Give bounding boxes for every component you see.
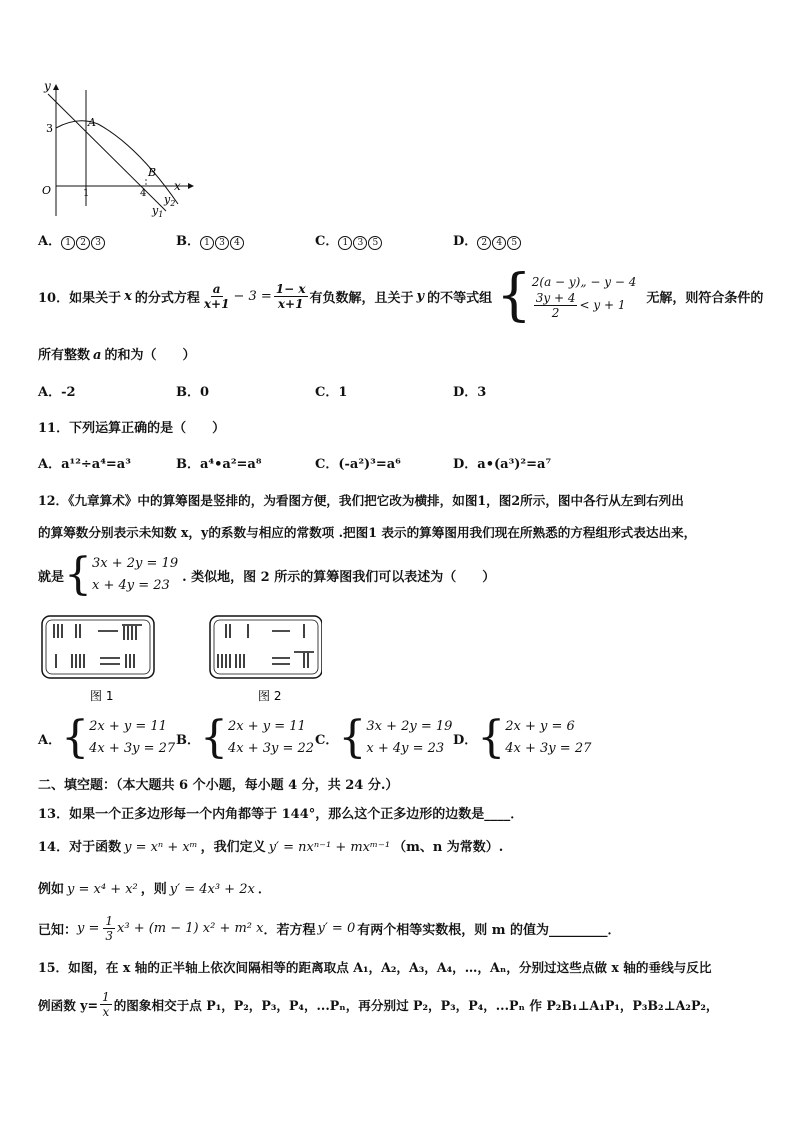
fig2-label: 图 2 [258, 689, 282, 703]
q15-line1: 15．如图，在 x 轴的正半轴上依次间隔相等的距离取点 A₁，A₂，A₃，A₄，…，Aₙ，分别过这些点做 x 轴的垂线与反比 [38, 960, 712, 975]
q9-option-a[interactable]: A． 1 2 3 [38, 230, 106, 250]
q10-option-b[interactable]: B．0 [176, 385, 210, 400]
q12-option-d[interactable]: D． { 2x + y = 6 4x + 3y = 27 [453, 712, 592, 763]
q9-option-b[interactable]: B． 1 3 4 [176, 230, 245, 250]
y2-sub: 2 [170, 199, 176, 208]
q12-option-b[interactable]: B． { 2x + y = 11 4x + 3y = 22 [176, 712, 315, 763]
origin-label: O [42, 184, 52, 197]
q13-stem: 13．如果一个正多边形每一个内角都等于 144°，那么这个正多边形的边数是____． [38, 807, 524, 822]
q11-option-c[interactable]: C．(-a²)³=a⁶ [315, 457, 401, 472]
q15-line2: 例函数 y= $\frac{1}{x}$ 的图象相交于点 P₁，P₂，P₃，P₄，...Pₙ，再分别过 P₂，P₃，P₄，...Pₙ 作 P₂B₁⊥A₁P₁，P₃B₂⊥A₂P₂， [38, 989, 719, 1019]
q10-stem-line2: 所有整数 a 的和为（ ） [38, 348, 196, 363]
q10-option-d[interactable]: D．3 [453, 385, 487, 400]
section2-heading: 二、填空题：（本大题共 6 个小题，每小题 4 分，共 24 分.） [38, 778, 399, 793]
q11-stem: 11．下列运算正确的是（ ） [38, 421, 226, 436]
y1-label: y [152, 204, 159, 217]
q12-option-a[interactable]: A． { 2x + y = 11 4x + 3y = 27 [38, 712, 176, 763]
q10-option-c[interactable]: C．1 [315, 385, 348, 400]
tick-4: 4 [140, 188, 147, 199]
q10-inequality-system: { 2(a − y)„ − y − 4 $\frac{3y + 4}{2}$ < y + 1 [496, 263, 637, 328]
q11-option-a[interactable]: A．a¹²÷a⁴=a³ [38, 457, 131, 472]
q12-example-system: { 3x + 2y = 19 x + 4y = 23 [64, 549, 179, 600]
y2-label: y [164, 193, 171, 206]
counting-rod-figures [38, 612, 322, 708]
q9-option-c[interactable]: C． 1 3 5 [315, 230, 383, 250]
fig1-label: 图 1 [90, 689, 114, 703]
q12-line3: 就是 { 3x + 2y = 19 x + 4y = 23 . 类似地，图 2 所示的算筹图我们可以表述为（ ） [38, 549, 496, 600]
q10-frac2: $\frac{1- x}{x+1}$ [275, 281, 306, 311]
q11-option-d[interactable]: D．a•(a³)²=a⁷ [453, 457, 552, 472]
svg-text:y2 [163, 193, 175, 208]
point-a-label: A [88, 116, 96, 129]
q14-line2: 例如 y = x⁴ + x² ，则 y′ = 4x³ + 2x ． [38, 882, 271, 897]
tick-1: 1 [83, 188, 90, 199]
q12-option-c[interactable]: C． { 3x + 2y = 19 x + 4y = 23 [315, 712, 453, 763]
q14-line1: 14．对于函数 y = xⁿ + xᵐ ，我们定义 y′ = nxⁿ⁻¹ + mxᵐ⁻¹ （m、n 为常数）. [38, 840, 504, 855]
q9-function-graph [38, 76, 198, 221]
x-axis-label: x [174, 179, 181, 193]
q12-line2: 的算筹数分别表示未知数 x，y的系数与相应的常数项 .把图1 表示的算筹图用我们现在所熟悉的方程组形式表达出来， [38, 525, 697, 540]
q9-option-d[interactable]: D． 2 4 5 [453, 230, 522, 250]
y-axis-label: y [44, 79, 51, 93]
q12-line1: 12．《九章算术》中的算筹图是竖排的，为看图方便，我们把它改为横排，如图1，图2所示，图中各行从左到右列出 [38, 493, 684, 508]
tick-3: 3 [46, 122, 53, 135]
y1-sub: 1 [158, 210, 164, 219]
q10-option-a[interactable]: A．-2 [38, 385, 76, 400]
q11-option-b[interactable]: B．a⁴•a²=a⁸ [176, 457, 262, 472]
point-b-label: B [148, 166, 157, 179]
q14-line3: 已知： y = $\frac{1}{3}$ x³ + (m − 1) x² + m² x ．若方程 y′ = 0 有两个相等实数根，则 m 的值为_________． [38, 913, 621, 943]
q10-stem: 10．如果关于 x 的分式方程 $\frac{a}{x+1}$ − 3 = $\frac{1- x}{x+1}$ 有负数解，且关于 y 的不等式组 { 2(a − y)„ − y − 4 $\frac{3y + 4}{2}$ < y + 1 无解，则符合条件的 [38, 263, 764, 328]
q10-frac1: $\frac{a}{x+1}$ [203, 281, 230, 311]
